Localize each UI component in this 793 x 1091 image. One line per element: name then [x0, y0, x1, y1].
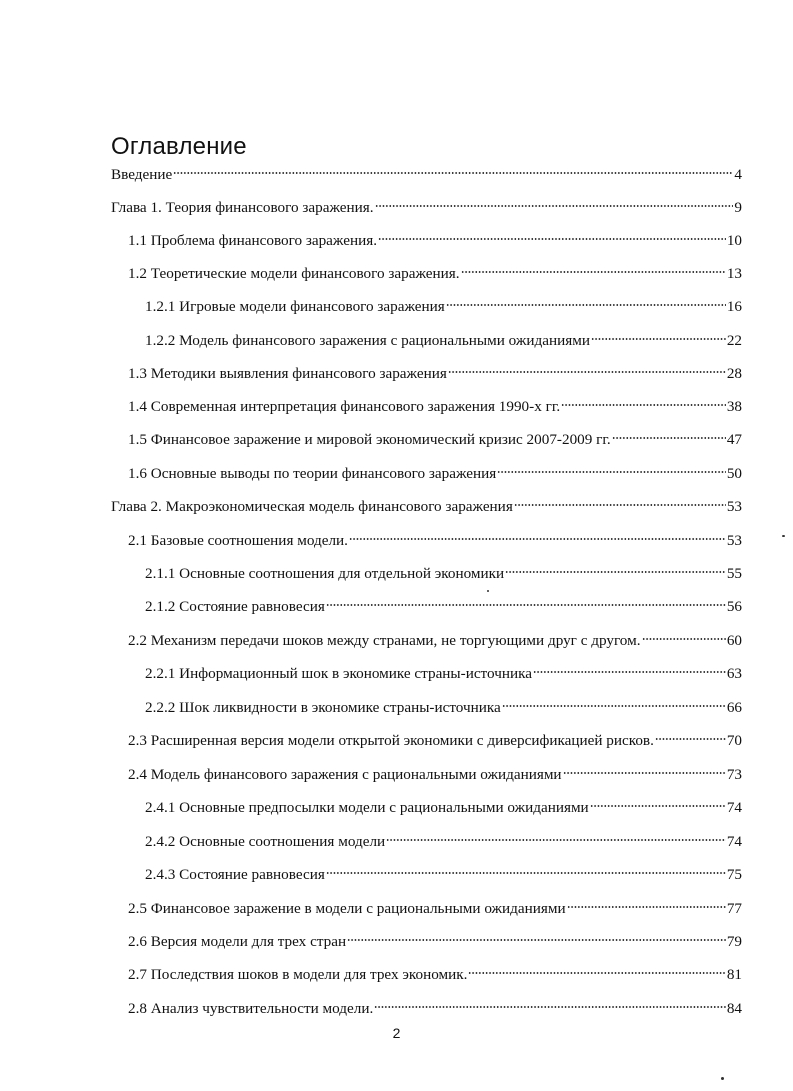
toc-entry-page: 55 — [726, 565, 742, 582]
toc-entry-2-2-1[interactable] — [145, 665, 742, 683]
dot-leader — [349, 536, 726, 542]
toc-entry-page: 50 — [726, 465, 742, 482]
toc-entry-label: 1.1 Проблема финансового заражения. — [128, 232, 377, 249]
toc-entry-1-3[interactable] — [128, 365, 742, 383]
dot-leader — [514, 502, 726, 508]
scan-speck — [721, 1077, 724, 1080]
toc-entry-label: Глава 2. Макроэкономическая модель финансового заражения — [111, 498, 513, 515]
toc-entry-chapter-1[interactable] — [111, 199, 742, 217]
toc-entry-page: 75 — [726, 866, 742, 883]
toc-entry-2-2-2[interactable] — [145, 699, 742, 717]
toc-entry-2-1[interactable] — [128, 532, 742, 550]
scan-speck — [782, 535, 785, 537]
toc-entry-1-4[interactable] — [128, 398, 742, 416]
toc-entry-label: 1.3 Методики выявления финансового заражения — [128, 365, 447, 382]
toc-entry-2-7[interactable] — [128, 966, 742, 984]
toc-entry-label: 1.6 Основные выводы по теории финансового заражения — [128, 465, 497, 482]
dot-leader — [590, 803, 726, 809]
toc-entry-page: 53 — [726, 498, 742, 515]
toc-entry-page: 60 — [726, 632, 742, 649]
dot-leader — [448, 369, 726, 375]
toc-entry-1-2-2[interactable] — [145, 332, 742, 350]
toc-entry-label: 2.3 Расширенная версия модели открытой экономики с диверсификацией рисков. — [128, 732, 654, 749]
dot-leader — [386, 837, 726, 843]
toc-entry-label: Глава 1. Теория финансового заражения. — [111, 199, 374, 216]
toc-entry-2-5[interactable] — [128, 900, 742, 918]
toc-entry-page: 28 — [726, 365, 742, 382]
toc-entry-2-3[interactable] — [128, 732, 742, 750]
toc-entry-label: 2.2.2 Шок ликвидности в экономике страны-источника — [145, 699, 501, 716]
toc-entry-chapter-2[interactable] — [111, 498, 742, 516]
dot-leader — [326, 870, 726, 876]
toc-entry-page: 56 — [726, 598, 742, 615]
dot-leader — [326, 602, 726, 608]
toc-entry-page: 81 — [726, 966, 742, 983]
toc-entry-page: 70 — [726, 732, 742, 749]
toc-entry-2-4-1[interactable] — [145, 799, 742, 817]
toc-entry-label: 2.4.2 Основные соотношения модели — [145, 833, 386, 850]
toc-entry-label: 2.1.2 Состояние равновесия — [145, 598, 325, 615]
toc-entry-label: 2.8 Анализ чувствительности модели. — [128, 1000, 374, 1017]
dot-leader — [374, 1004, 726, 1010]
toc-entry-page: 74 — [726, 833, 742, 850]
toc-entry-page: 66 — [726, 699, 742, 716]
toc-entry-page: 79 — [726, 933, 742, 950]
toc-entry-label: 1.2 Теоретические модели финансового заражения. — [128, 265, 460, 282]
dot-leader — [533, 669, 726, 675]
dot-leader — [446, 302, 726, 308]
toc-entry-page: 9 — [734, 199, 742, 216]
toc-entry-label: Введение — [111, 166, 173, 183]
toc-entry-page: 13 — [726, 265, 742, 282]
toc-entry-2-4-2[interactable] — [145, 833, 742, 851]
toc-entry-label: 2.1 Базовые соотношения модели. — [128, 532, 348, 549]
dot-leader — [642, 636, 726, 642]
dot-leader — [497, 469, 726, 475]
toc-entry-page: 77 — [726, 900, 742, 917]
scan-speck — [487, 590, 489, 592]
dot-leader — [347, 937, 726, 943]
toc-entry-page: 16 — [726, 298, 742, 315]
toc-entry-2-1-2[interactable] — [145, 598, 742, 616]
toc-entry-label: 2.4.3 Состояние равновесия — [145, 866, 325, 883]
toc-entry-2-4-3[interactable] — [145, 866, 742, 884]
page-number: 2 — [392, 1025, 401, 1041]
toc-entry-1-5[interactable] — [128, 431, 742, 449]
toc-entry-label: 2.2.1 Информационный шок в экономике страны-источника — [145, 665, 532, 682]
toc-entry-label: 2.6 Версия модели для трех стран — [128, 933, 347, 950]
toc-entry-1-2[interactable] — [128, 265, 742, 283]
dot-leader — [461, 269, 726, 275]
dot-leader — [612, 435, 726, 441]
dot-leader — [567, 904, 726, 910]
toc-entry-2-6[interactable] — [128, 933, 742, 951]
dot-leader — [378, 236, 726, 242]
toc-entry-label: 2.5 Финансовое заражение в модели с рациональными ожиданиями — [128, 900, 566, 917]
toc-entry-page: 63 — [726, 665, 742, 682]
toc-entry-label: 2.2 Механизм передачи шоков между странами, не торгующими друг с другом. — [128, 632, 641, 649]
toc-entry-page: 10 — [726, 232, 742, 249]
dot-leader — [561, 402, 726, 408]
toc-entry-label: 2.7 Последствия шоков в модели для трех экономик. — [128, 966, 468, 983]
dot-leader — [375, 203, 734, 209]
toc-entry-page: 38 — [726, 398, 742, 415]
toc-entry-label: 1.2.2 Модель финансового заражения с рациональными ожиданиями — [145, 332, 590, 349]
toc-entry-1-2-1[interactable] — [145, 298, 742, 316]
dot-leader — [563, 770, 726, 776]
toc-entry-label: 2.1.1 Основные соотношения для отдельной экономики — [145, 565, 505, 582]
toc-entry-page: 74 — [726, 799, 742, 816]
toc-entry-page: 4 — [734, 166, 742, 183]
toc-entry-introduction[interactable] — [111, 166, 742, 184]
dot-leader — [468, 970, 725, 976]
toc-entry-1-1[interactable] — [128, 232, 742, 250]
dot-leader — [502, 703, 726, 709]
toc-entry-label: 1.2.1 Игровые модели финансового заражения — [145, 298, 445, 315]
dot-leader — [655, 736, 726, 742]
toc-entry-label: 2.4.1 Основные предпосылки модели с рациональными ожиданиями — [145, 799, 589, 816]
toc-entry-2-2[interactable] — [128, 632, 742, 650]
dot-leader — [591, 336, 726, 342]
toc-entry-page: 84 — [726, 1000, 742, 1017]
toc-entry-label: 1.4 Современная интерпретация финансового заражения 1990-х гг. — [128, 398, 561, 415]
toc-entry-1-6[interactable] — [128, 465, 742, 483]
toc-entry-2-4[interactable] — [128, 766, 742, 784]
toc-entry-page: 73 — [726, 766, 742, 783]
page-title: Оглавление — [111, 133, 247, 160]
toc-entry-label: 1.5 Финансовое заражение и мировой экономический кризис 2007-2009 гг. — [128, 431, 611, 448]
toc-entry-page: 22 — [726, 332, 742, 349]
toc-entry-page: 53 — [726, 532, 742, 549]
dot-leader — [173, 170, 733, 176]
toc-entry-label: 2.4 Модель финансового заражения с рациональными ожиданиями — [128, 766, 562, 783]
toc-entry-2-8[interactable] — [128, 1000, 742, 1018]
toc-entry-page: 47 — [726, 431, 742, 448]
toc-entry-2-1-1[interactable] — [145, 565, 742, 583]
dot-leader — [505, 569, 726, 575]
